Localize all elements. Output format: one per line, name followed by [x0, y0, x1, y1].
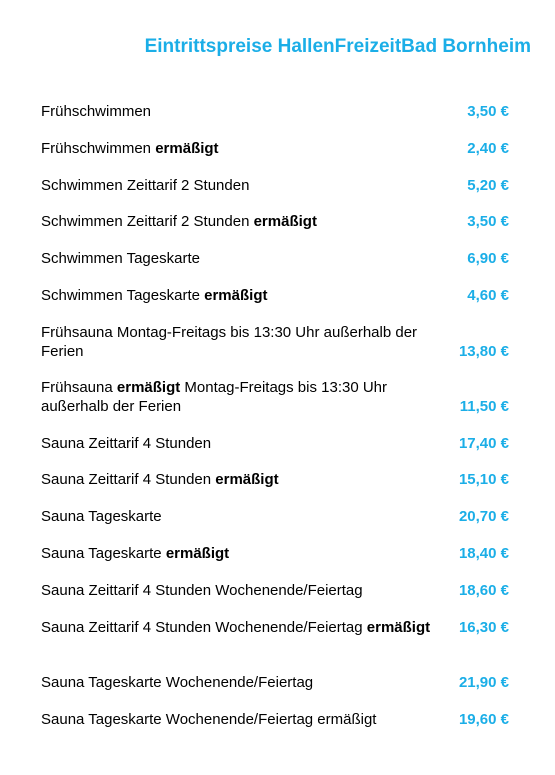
row-label: Sauna Tageskarte Wochenende/Feiertag	[41, 674, 314, 691]
row-price: 4,60 €	[467, 287, 509, 304]
price-row	[41, 507, 509, 526]
price-row	[41, 323, 509, 361]
price-row	[41, 710, 509, 729]
row-label: Sauna Tageskarte ermäßigt	[41, 545, 230, 562]
row-price: 19,60 €	[458, 711, 509, 728]
row-label: Schwimmen Tageskarte ermäßigt	[41, 287, 268, 304]
price-row	[41, 286, 509, 305]
row-label: Frühsauna ermäßigt Montag-Freitags bis 13:30 Uhr außerhalb der Ferien	[41, 379, 388, 415]
row-label: Sauna Tageskarte Wochenende/Feiertag ermäßigt	[41, 711, 377, 728]
price-row	[41, 544, 509, 563]
row-price: 18,40 €	[458, 545, 509, 562]
price-row	[41, 434, 509, 453]
row-price: 13,80 €	[458, 343, 509, 360]
row-label: Schwimmen Tageskarte	[41, 250, 200, 267]
price-row	[41, 618, 509, 637]
row-label: Frühschwimmen	[41, 103, 152, 120]
row-price: 17,40 €	[458, 435, 509, 452]
price-row	[41, 378, 509, 416]
row-label: Schwimmen Zeittarif 2 Stunden ermäßigt	[41, 213, 317, 230]
row-price: 18,60 €	[458, 582, 509, 599]
row-label: Schwimmen Zeittarif 2 Stunden	[41, 177, 250, 194]
price-row	[41, 212, 509, 231]
price-row	[41, 176, 509, 195]
price-row	[41, 249, 509, 268]
row-label: Sauna Zeittarif 4 Stunden Wochenende/Feiertag	[41, 582, 363, 599]
row-price: 20,70 €	[458, 508, 509, 525]
row-label: Frühschwimmen ermäßigt	[41, 140, 219, 157]
row-price: 5,20 €	[467, 177, 509, 194]
row-price: 2,40 €	[467, 140, 509, 157]
price-row	[41, 673, 509, 692]
row-price: 3,50 €	[467, 103, 509, 120]
price-row	[41, 102, 509, 121]
row-label: Sauna Zeittarif 4 Stunden	[41, 435, 212, 452]
price-row	[41, 581, 509, 600]
row-price: 15,10 €	[458, 471, 509, 488]
page-title: Eintrittspreise HallenFreizeitBad Bornheim	[144, 36, 531, 57]
row-label: Sauna Tageskarte	[41, 508, 162, 525]
row-price: 16,30 €	[458, 619, 509, 636]
row-label: Sauna Zeittarif 4 Stunden ermäßigt	[41, 471, 279, 488]
row-label: Sauna Zeittarif 4 Stunden Wochenende/Feiertag ermäßigt	[41, 619, 431, 636]
price-row	[41, 470, 509, 489]
row-price: 6,90 €	[467, 250, 509, 267]
row-label: Frühsauna Montag-Freitags bis 13:30 Uhr außerhalb der Ferien	[41, 324, 418, 360]
row-price: 3,50 €	[467, 213, 509, 230]
row-price: 11,50 €	[459, 398, 509, 415]
row-price: 21,90 €	[458, 674, 509, 691]
price-row	[41, 139, 509, 158]
